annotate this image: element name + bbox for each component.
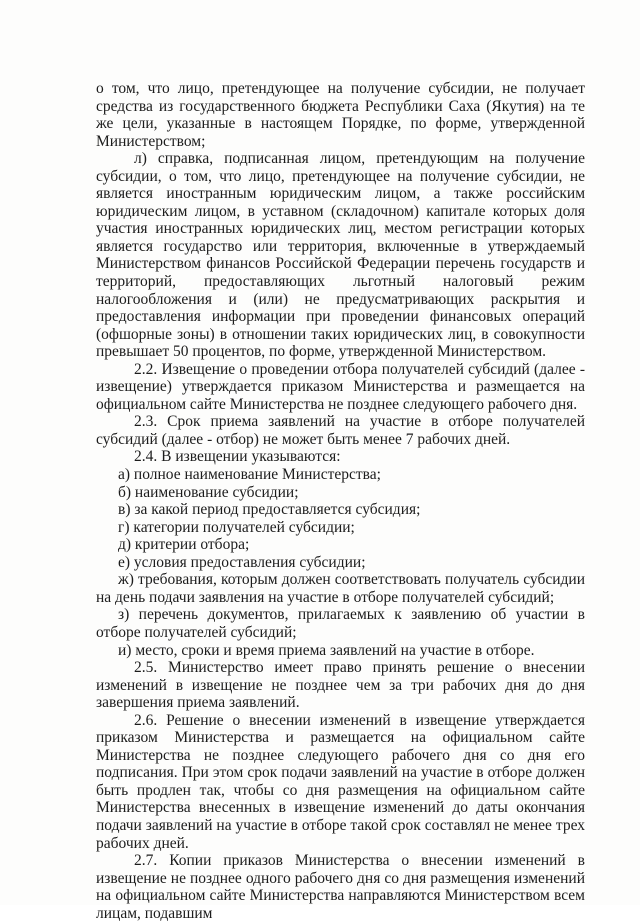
paragraph-2-4-g: г) категории получателей субсидии;	[118, 518, 355, 536]
paragraph-2-4: 2.4. В извещении указываются:	[134, 448, 341, 466]
paragraph-2-2: 2.2. Извещение о проведении отбора получателей субсидий (далее - извещение) утверждается приказом Министерства и размещается на официальном сайте Министерства не позднее следующего рабочего дня.	[96, 360, 585, 413]
paragraph-2-5: 2.5. Министерство имеет право принять решение о внесении изменений в извещение не позднее чем за три рабочих дня до дня завершения приема заявлений.	[96, 659, 585, 712]
paragraph-2-4-z: з) перечень документов, прилагаемых к заявлению об участии в отборе получателей субсидий;	[96, 606, 585, 641]
paragraph-2-7: 2.7. Копии приказов Министерства о внесении изменений в извещение не позднее одного рабочего дня со дня размещения изменений на официальном сайте Министерства направляются Министерством всем лицам, подавшим	[96, 852, 585, 922]
paragraph-2-4-a: а) полное наименование Министерства;	[118, 466, 381, 484]
paragraph-2-4-b: б) наименование субсидии;	[118, 483, 299, 501]
paragraph-2-6: 2.6. Решение о внесении изменений в извещение утверждается приказом Министерства и размещается на официальном сайте Министерства не позднее следующего рабочего дня со дня его подписания. При этом срок подачи заявлений на участие в отборе должен быть продлен так, чтобы со дня размещения на официальном сайте Министерства внесенных в извещение изменений до даты окончания подачи заявлений на участие в отборе такой срок составлял не менее трех рабочих дней.	[96, 711, 585, 852]
paragraph-2-4-d: д) критерии отбора;	[118, 536, 250, 554]
paragraph-2-4-e: е) условия предоставления субсидии;	[118, 553, 366, 571]
document-body	[96, 80, 585, 922]
paragraph-2-3: 2.3. Срок приема заявлений на участие в отборе получателей субсидий (далее - отбор) не может быть менее 7 рабочих дней.	[96, 413, 585, 448]
paragraph-continuation: о том, что лицо, претендующее на получение субсидии, не получает средства из государственного бюджета Республики Саха (Якутия) на те же цели, указанные в настоящем Порядке, по форме, утвержденной Министерством;	[96, 80, 585, 150]
paragraph-item-l: л) справка, подписанная лицом, претендующим на получение субсидии, о том, что лицо, претендующее на получение субсидии, не является иностранным юридическим лицом, а также российским юридическим лицом, в уставном (складочном) капитале которых доля участия иностранных юридических лиц, местом регистрации которых является государство или территория, включенные в утверждаемый Министерством финансов Российской Федерации перечень государств и территорий, предоставляющих льготный налоговый режим налогообложения и (или) не предусматривающих раскрытия и предоставления информации при проведении финансовых операций (офшорные зоны) в отношении таких юридических лиц, в совокупности превышает 50 процентов, по форме, утвержденной Министерством.	[96, 150, 585, 361]
paragraph-2-4-i: и) место, сроки и время приема заявлений на участие в отборе.	[118, 641, 535, 659]
paragraph-2-4-v: в) за какой период предоставляется субсидия;	[118, 501, 421, 519]
paragraph-2-4-zh: ж) требования, которым должен соответствовать получатель субсидии на день подачи заявления на участие в отборе получателей субсидий;	[96, 571, 585, 606]
